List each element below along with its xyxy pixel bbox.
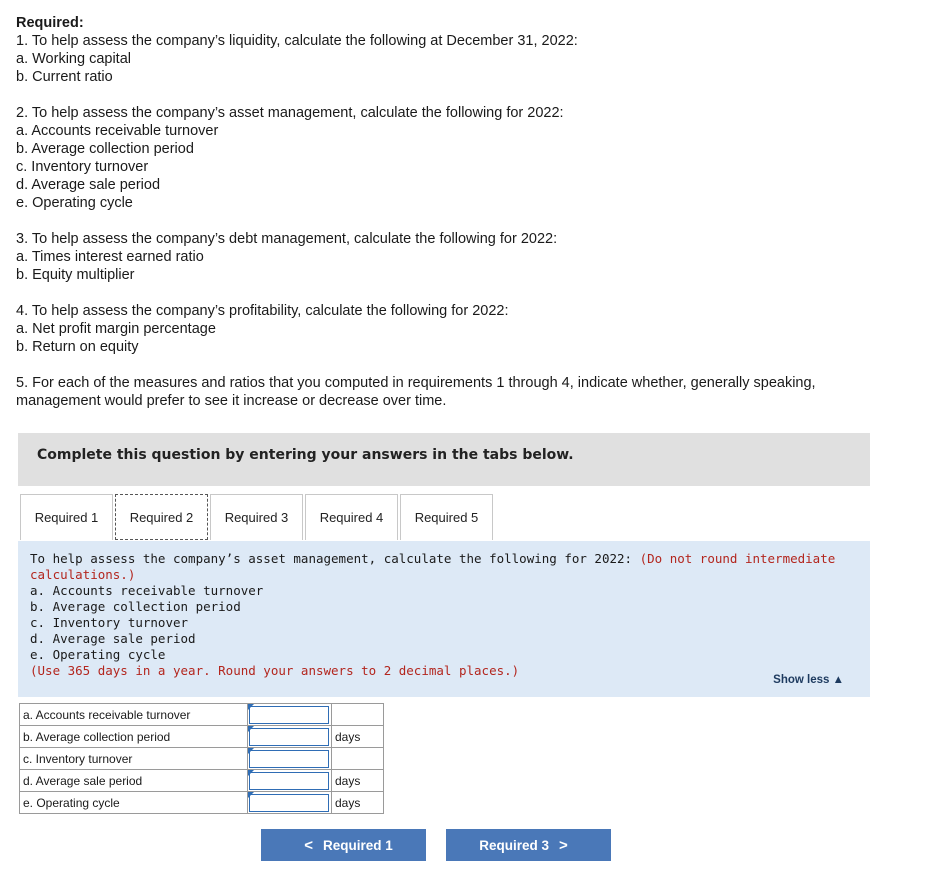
tab-required-1[interactable]: Required 1 <box>20 494 113 540</box>
table-row <box>20 748 384 770</box>
panel-item: b. Average collection period <box>30 599 241 614</box>
prev-required-button[interactable]: < Required 1 <box>261 829 426 861</box>
table-row <box>20 792 384 814</box>
panel-item: e. Operating cycle <box>30 647 166 662</box>
panel-note: (Do not round intermediate calculations.) <box>30 551 836 582</box>
panel-intro-line <box>30 551 870 583</box>
panel-round-note: (Use 365 days in a year. Round your answers to 2 decimal places.) <box>30 663 520 678</box>
question-panel <box>18 541 870 697</box>
requirement-heading: 3. To help assess the company’s debt management, calculate the following for 2022: <box>16 231 558 247</box>
requirement-item: e. Operating cycle <box>16 195 133 211</box>
requirement-item: a. Working capital <box>16 51 131 67</box>
row-label: c. Inventory turnover <box>20 748 248 770</box>
input-flag-icon <box>248 704 254 710</box>
table-row <box>20 726 384 748</box>
row-unit <box>332 748 384 770</box>
requirement-item: a. Net profit margin percentage <box>16 321 216 337</box>
requirement-item: b. Current ratio <box>16 69 113 85</box>
input-flag-icon <box>248 748 254 754</box>
row-label: e. Operating cycle <box>20 792 248 814</box>
requirements-heading: Required: <box>16 15 84 31</box>
show-less-link[interactable]: Show less ▲ <box>773 674 844 686</box>
requirement-item: b. Return on equity <box>16 339 139 355</box>
panel-item: a. Accounts receivable turnover <box>30 583 264 598</box>
requirement-heading: 5. For each of the measures and ratios that you computed in requirements 1 through 4, indicate whether, generally speaking, <box>16 375 816 391</box>
row-unit: days <box>332 770 384 792</box>
requirement-item: d. Average sale period <box>16 177 161 193</box>
input-flag-icon <box>248 770 254 776</box>
requirement-heading: 4. To help assess the company’s profitability, calculate the following for 2022: <box>16 303 509 319</box>
instruction-text: Complete this question by entering your answers in the tabs below. <box>37 447 574 463</box>
row-label: d. Average sale period <box>20 770 248 792</box>
row-unit: days <box>332 726 384 748</box>
answer-input-operating-cycle[interactable] <box>249 794 329 812</box>
row-unit <box>332 704 384 726</box>
answer-table <box>19 703 384 814</box>
next-required-button[interactable]: Required 3 > <box>446 829 611 861</box>
row-label: a. Accounts receivable turnover <box>20 704 248 726</box>
panel-item: c. Inventory turnover <box>30 615 189 630</box>
requirements <box>16 14 916 410</box>
row-unit: days <box>332 792 384 814</box>
panel-intro: To help assess the company’s asset management, calculate the following for 2022: <box>30 551 633 566</box>
requirement-heading: 2. To help assess the company’s asset management, calculate the following for 2022: <box>16 105 564 121</box>
answer-input-inventory-turnover[interactable] <box>249 750 329 768</box>
tab-required-5[interactable]: Required 5 <box>400 494 493 540</box>
tab-required-2[interactable]: Required 2 <box>115 494 208 540</box>
requirement-item: c. Inventory turnover <box>16 159 149 175</box>
requirement-item: management would prefer to see it increase or decrease over time. <box>16 393 447 409</box>
input-flag-icon <box>248 792 254 798</box>
tab-required-4[interactable]: Required 4 <box>305 494 398 540</box>
chevron-right-icon: > <box>559 836 568 854</box>
answer-input-ar-turnover[interactable] <box>249 706 329 724</box>
answer-input-avg-collection-period[interactable] <box>249 728 329 746</box>
tab-bar <box>20 494 495 540</box>
requirement-item: b. Equity multiplier <box>16 267 135 283</box>
input-flag-icon <box>248 726 254 732</box>
triangle-up-icon: ▲ <box>832 674 844 686</box>
instruction-banner <box>18 433 870 486</box>
requirement-item: a. Accounts receivable turnover <box>16 123 219 139</box>
table-row <box>20 704 384 726</box>
requirement-heading: 1. To help assess the company’s liquidity, calculate the following at December 31, 2022: <box>16 33 578 49</box>
answer-input-avg-sale-period[interactable] <box>249 772 329 790</box>
requirement-item: b. Average collection period <box>16 141 194 157</box>
tab-required-3[interactable]: Required 3 <box>210 494 303 540</box>
panel-item: d. Average sale period <box>30 631 196 646</box>
row-label: b. Average collection period <box>20 726 248 748</box>
chevron-left-icon: < <box>304 836 313 854</box>
requirement-item: a. Times interest earned ratio <box>16 249 204 265</box>
table-row <box>20 770 384 792</box>
